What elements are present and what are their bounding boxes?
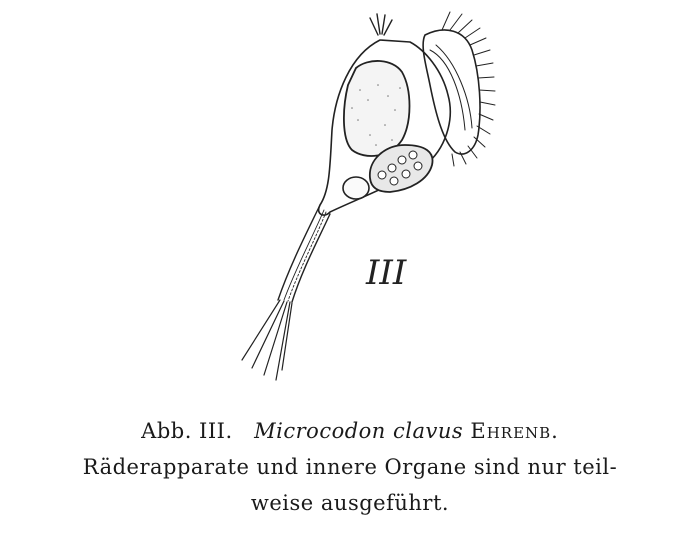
caption-species: Microcodon clavus <box>254 419 464 443</box>
corona-disk <box>423 30 480 154</box>
caption-author: Ehrenb. <box>470 419 559 443</box>
caption-line-1 <box>0 413 700 449</box>
stomach-organ <box>344 61 410 156</box>
figure-caption <box>0 413 700 521</box>
caption-line-3: weise ausgeführt. <box>250 491 450 515</box>
figure-label: III <box>366 253 407 293</box>
cilia <box>442 12 495 166</box>
caption-line-2: Räderapparate und innere Organe sind nur teil- <box>82 455 618 479</box>
rotifer-illustration <box>180 0 520 395</box>
antenna-tuft <box>370 14 392 35</box>
foot-bristles <box>242 300 292 380</box>
foot <box>278 205 330 302</box>
vesicle-organ <box>343 177 369 199</box>
caption-abbr: Abb. III. <box>141 419 233 443</box>
microcodon-drawing <box>180 0 520 395</box>
